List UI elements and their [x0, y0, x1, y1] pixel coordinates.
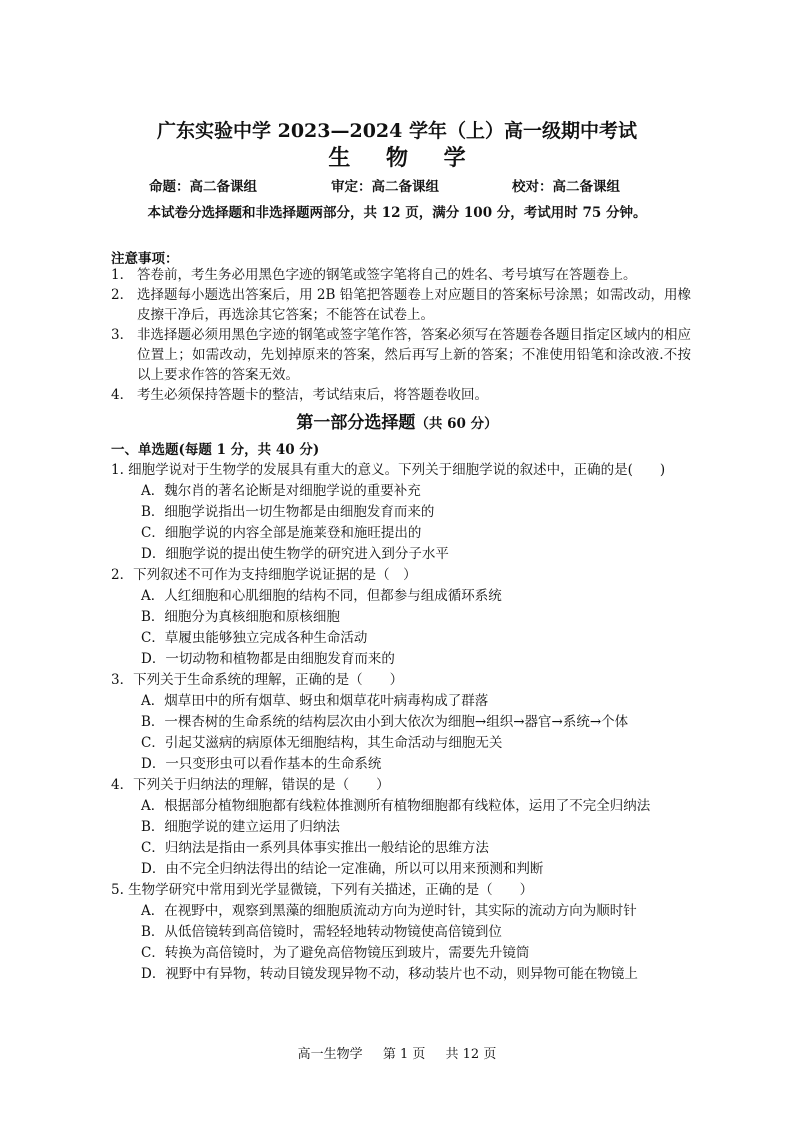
option-b: B．从低倍镜转到高倍镜时，需轻轻地转动物镜使高倍镜到位 — [141, 924, 502, 940]
option-c: C．引起艾滋病的病原体无细胞结构，其生命活动与细胞无关 — [141, 735, 503, 751]
note-item — [111, 325, 691, 385]
option-b: B．细胞分为真核细胞和原核细胞 — [141, 609, 340, 625]
part1-title-text: 第一部分选择题 — [296, 413, 416, 433]
option-d: D．一切动物和植物都是由细胞发育而来的 — [141, 651, 395, 667]
page-footer — [0, 1043, 794, 1062]
note-text: 考生必须保持答题卡的整洁，考试结束后，将答题卷收回。 — [137, 387, 488, 403]
question-3 — [111, 670, 691, 775]
question-stem: 2．下列叙述不可作为支持细胞学说证据的是（ ） — [111, 567, 417, 583]
subject-title: 生 物 学 — [328, 145, 480, 171]
option-a: A．烟草田中的所有烟草、蚜虫和烟草花叶病毒构成了群落 — [141, 693, 489, 709]
note-item — [111, 385, 691, 405]
option-a: A．根据部分植物细胞都有线粒体推测所有植物细胞都有线粒体，运用了不完全归纳法 — [141, 798, 651, 814]
option-a: A．在视野中，观察到黑藻的细胞质流动方向为逆时针，其实际的流动方向为顺时针 — [141, 903, 637, 919]
question-4 — [111, 775, 691, 880]
shending-label: 审定：高二备课组 — [331, 179, 439, 195]
part1-title — [0, 408, 794, 433]
option-b: B．细胞学说的建立运用了归纳法 — [141, 819, 340, 835]
question-stem: 4．下列关于归纳法的理解，错误的是（ ） — [111, 777, 390, 793]
option-c: C．转换为高倍镜时，为了避免高倍物镜压到玻片，需要先升镜筒 — [141, 945, 530, 961]
option-c: C．归纳法是指由一系列具体事实推出一般结论的思维方法 — [141, 840, 489, 856]
question-stem: 5. 生物学研究中常用到光学显微镜，下列有关描述，正确的是（ ） — [111, 882, 534, 898]
jiaodui-label: 校对：高二备课组 — [512, 179, 620, 195]
notes-list — [111, 265, 691, 405]
option-c: C．草履虫能够独立完成各种生命活动 — [141, 630, 368, 646]
option-d: D．由不完全归纳法得出的结论一定准确，所以可以用来预测和判断 — [141, 861, 544, 877]
footer-total: 共 12 页 — [445, 1047, 497, 1062]
exam-title: 广东实验中学 2023—2024 学年（上）高一级期中考试 — [157, 120, 637, 142]
note-number: 3． — [111, 327, 134, 343]
note-item — [111, 265, 691, 285]
note-number: 1． — [111, 267, 134, 283]
question-1 — [111, 460, 691, 565]
question-list — [111, 460, 691, 985]
question-2 — [111, 565, 691, 670]
option-d: D．一只变形虫可以看作基本的生命系统 — [141, 756, 382, 772]
notes-title: 注意事项： — [111, 251, 179, 267]
note-number: 2． — [111, 287, 134, 303]
option-b: B．细胞学说指出一切生物都是由细胞发育而来的 — [141, 504, 435, 520]
question-5 — [111, 880, 691, 985]
option-d: D．细胞学说的提出使生物学的研究进入到分子水平 — [141, 546, 449, 562]
option-c: C．细胞学说的内容全部是施莱登和施旺提出的 — [141, 525, 422, 541]
part1-points: （共 60 分） — [415, 416, 498, 432]
mingti-label: 命题：高二备课组 — [149, 179, 257, 195]
question-stem: 1. 细胞学说对于生物学的发展具有重大的意义。下列关于细胞学说的叙述中，正确的是( ) — [111, 462, 666, 478]
exam-intro: 本试卷分选择题和非选择题两部分，共 12 页，满分 100 分，考试用时 75 分钟。 — [147, 205, 647, 221]
note-text: 答卷前，考生务必用黑色字迹的钢笔或签字笔将自己的姓名、考号填写在答题卷上。 — [137, 267, 637, 283]
footer-page: 第 1 页 — [382, 1047, 426, 1062]
option-a: A．人红细胞和心肌细胞的结构不同，但都参与组成循环系统 — [141, 588, 502, 604]
note-number: 4． — [111, 387, 134, 403]
note-item — [111, 285, 691, 325]
option-d: D．视野中有异物，转动目镜发现异物不动，移动装片也不动，则异物可能在物镜上 — [141, 966, 638, 982]
option-b: B．一棵杏树的生命系统的结构层次由小到大依次为细胞→组织→器官→系统→个体 — [141, 714, 629, 730]
section-header: 一、单选题(每题 1 分，共 40 分) — [111, 442, 320, 458]
note-text: 非选择题必须用黑色字迹的钢笔或签字笔作答，答案必须写在答题卷各题目指定区域内的相应位置上；如需改动，先划掉原来的答案，然后再写上新的答案；不准使用铅笔和涂改液.不按以上要求作答的答案无效。 — [137, 327, 691, 383]
footer-subject: 高一生物学 — [297, 1047, 363, 1062]
question-stem: 3．下列关于生命系统的理解，正确的是（ ） — [111, 672, 404, 688]
option-a: A．魏尔肖的著名论断是对细胞学说的重要补充 — [141, 483, 421, 499]
note-text: 选择题每小题选出答案后，用 2B 铅笔把答题卷上对应题目的答案标号涂黑；如需改动，用橡皮擦干净后，再选涂其它答案；不能答在试卷上。 — [137, 287, 691, 323]
